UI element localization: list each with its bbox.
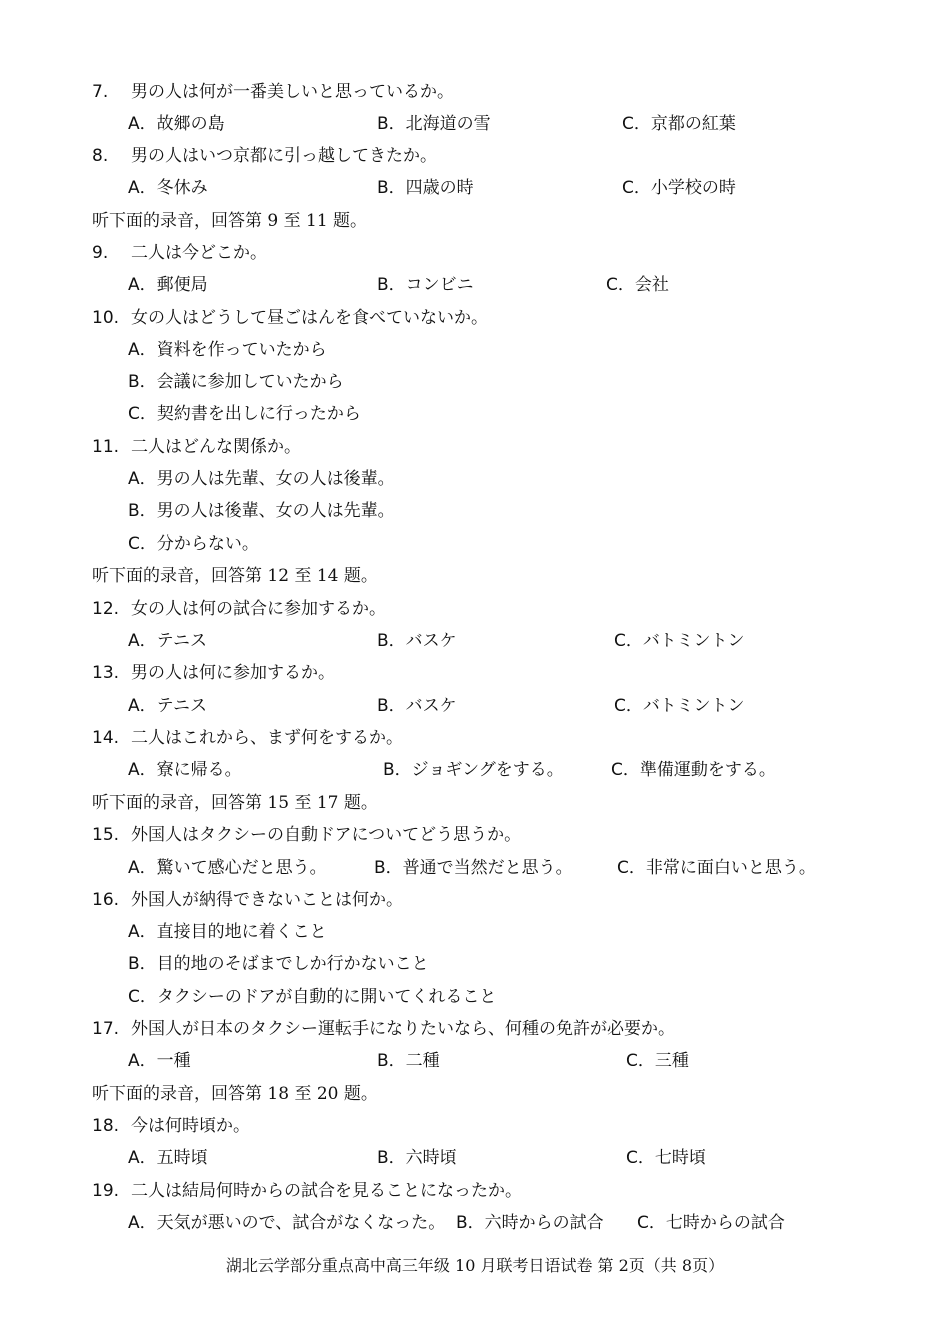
- answer-option-row: [0, 463, 950, 495]
- question-row: [0, 140, 950, 172]
- answer-option-b: B．バスケ: [377, 696, 457, 716]
- answer-option-row: [0, 981, 950, 1013]
- answer-options-row: [0, 269, 950, 301]
- question-row: [0, 76, 950, 108]
- answer-option-row: [0, 948, 950, 980]
- answer-option-b: B．普通で当然だと思う。: [374, 858, 573, 878]
- question-row: [0, 657, 950, 689]
- footer-text: 湖北云学部分重点高中高三年级 10 月联考日语试卷 第 2页（共 8页）: [225, 1256, 725, 1275]
- answer-option-a: A．テニス: [128, 631, 207, 651]
- answer-option-b: B．二種: [377, 1051, 440, 1071]
- section-instruction: [0, 560, 950, 592]
- answer-option-c: C．七時からの試合: [637, 1213, 785, 1233]
- answer-option-a: A．驚いて感心だと思う。: [128, 858, 327, 878]
- question-number: 16.: [92, 890, 120, 910]
- question-number: 14.: [92, 728, 120, 748]
- question-number: 19.: [92, 1181, 120, 1201]
- question-number: 13.: [92, 663, 120, 683]
- answer-option-c: C．バトミントン: [614, 631, 745, 651]
- answer-option-c: C．非常に面白いと思う。: [617, 858, 816, 878]
- question-row: [0, 302, 950, 334]
- question-number: 12.: [92, 599, 120, 619]
- answer-option: A．資料を作っていたから: [128, 340, 327, 360]
- answer-option-row: [0, 495, 950, 527]
- answer-option-a: A．五時頃: [128, 1148, 208, 1168]
- question-row: [0, 1013, 950, 1045]
- section-instruction: [0, 205, 950, 237]
- answer-option-row: [0, 334, 950, 366]
- question-text: 男の人はいつ京都に引っ越してきたか。: [131, 146, 437, 166]
- question-text: 男の人は何が一番美しいと思っているか。: [131, 82, 454, 102]
- answer-option-c: C．小学校の時: [622, 178, 736, 198]
- answer-option-a: A．テニス: [128, 696, 207, 716]
- question-text: 二人はこれから、まず何をするか。: [131, 728, 403, 748]
- answer-option-row: [0, 398, 950, 430]
- answer-option: B．男の人は後輩、女の人は先輩。: [128, 501, 395, 521]
- question-row: [0, 237, 950, 269]
- answer-option: B．会議に参加していたから: [128, 372, 344, 392]
- page-footer: [0, 1252, 950, 1280]
- answer-options-row: [0, 108, 950, 140]
- answer-options-row: [0, 852, 950, 884]
- answer-option: A．男の人は先輩、女の人は後輩。: [128, 469, 395, 489]
- answer-option-b: B．コンビニ: [377, 275, 474, 295]
- answer-option-b: B．ジョギングをする。: [383, 760, 564, 780]
- answer-options-row: [0, 1142, 950, 1174]
- answer-option-a: A．天気が悪いので、試合がなくなった。: [128, 1213, 446, 1233]
- answer-option: C．契約書を出しに行ったから: [128, 404, 361, 424]
- question-text: 二人はどんな関係か。: [131, 437, 301, 457]
- question-text: 女の人はどうして昼ごはんを食べていないか。: [131, 308, 488, 328]
- answer-option-a: A．冬休み: [128, 178, 208, 198]
- answer-option-c: C．会社: [606, 275, 669, 295]
- answer-option-a: A．郵便局: [128, 275, 208, 295]
- answer-options-row: [0, 1045, 950, 1077]
- question-number: 15.: [92, 825, 120, 845]
- section-instruction: [0, 787, 950, 819]
- answer-option-row: [0, 366, 950, 398]
- question-row: [0, 593, 950, 625]
- answer-option-row: [0, 916, 950, 948]
- answer-options-row: [0, 1207, 950, 1239]
- question-text: 外国人はタクシーの自動ドアについてどう思うか。: [131, 825, 522, 845]
- question-number: 11.: [92, 437, 120, 457]
- answer-option-b: B．北海道の雪: [377, 114, 491, 134]
- answer-option-b: B．六時頃: [377, 1148, 457, 1168]
- question-row: [0, 884, 950, 916]
- question-text: 外国人が日本のタクシー運転手になりたいなら、何種の免許が必要か。: [131, 1019, 675, 1039]
- answer-option-c: C．京都の紅葉: [622, 114, 736, 134]
- section-text: 听下面的录音，回答第 18 至 20 题。: [92, 1084, 378, 1104]
- question-number: 7.: [92, 82, 109, 102]
- question-number: 17.: [92, 1019, 120, 1039]
- section-text: 听下面的录音，回答第 9 至 11 题。: [92, 211, 368, 231]
- question-row: [0, 722, 950, 754]
- question-row: [0, 1110, 950, 1142]
- section-text: 听下面的录音，回答第 15 至 17 题。: [92, 793, 378, 813]
- question-text: 今は何時頃か。: [131, 1116, 250, 1136]
- answer-option-a: A．故郷の島: [128, 114, 225, 134]
- answer-option-c: C．バトミントン: [614, 696, 745, 716]
- question-text: 二人は結局何時からの試合を見ることになったか。: [131, 1181, 522, 1201]
- answer-option-c: C．準備運動をする。: [611, 760, 776, 780]
- answer-option-row: [0, 528, 950, 560]
- answer-option-c: C．三種: [626, 1051, 689, 1071]
- question-text: 外国人が納得できないことは何か。: [131, 890, 403, 910]
- question-number: 9.: [92, 243, 109, 263]
- question-number: 10.: [92, 308, 120, 328]
- answer-option-a: A．寮に帰る。: [128, 760, 242, 780]
- question-text: 男の人は何に参加するか。: [131, 663, 335, 683]
- answer-options-row: [0, 690, 950, 722]
- answer-option-b: B．四歳の時: [377, 178, 474, 198]
- question-row: [0, 431, 950, 463]
- question-row: [0, 1175, 950, 1207]
- section-instruction: [0, 1078, 950, 1110]
- answer-option-b: B．バスケ: [377, 631, 457, 651]
- section-text: 听下面的录音，回答第 12 至 14 题。: [92, 566, 378, 586]
- answer-option: C．分からない。: [128, 534, 259, 554]
- answer-option: C．タクシーのドアが自動的に開いてくれること: [128, 987, 497, 1007]
- answer-options-row: [0, 625, 950, 657]
- question-text: 女の人は何の試合に参加するか。: [131, 599, 386, 619]
- answer-options-row: [0, 754, 950, 786]
- answer-option-c: C．七時頃: [626, 1148, 706, 1168]
- question-number: 8.: [92, 146, 109, 166]
- answer-options-row: [0, 172, 950, 204]
- answer-option-b: B．六時からの試合: [456, 1213, 604, 1233]
- question-row: [0, 819, 950, 851]
- answer-option: B．目的地のそばまでしか行かないこと: [128, 954, 429, 974]
- question-number: 18.: [92, 1116, 120, 1136]
- answer-option-a: A．一種: [128, 1051, 191, 1071]
- answer-option: A．直接目的地に着くこと: [128, 922, 327, 942]
- question-text: 二人は今どこか。: [131, 243, 267, 263]
